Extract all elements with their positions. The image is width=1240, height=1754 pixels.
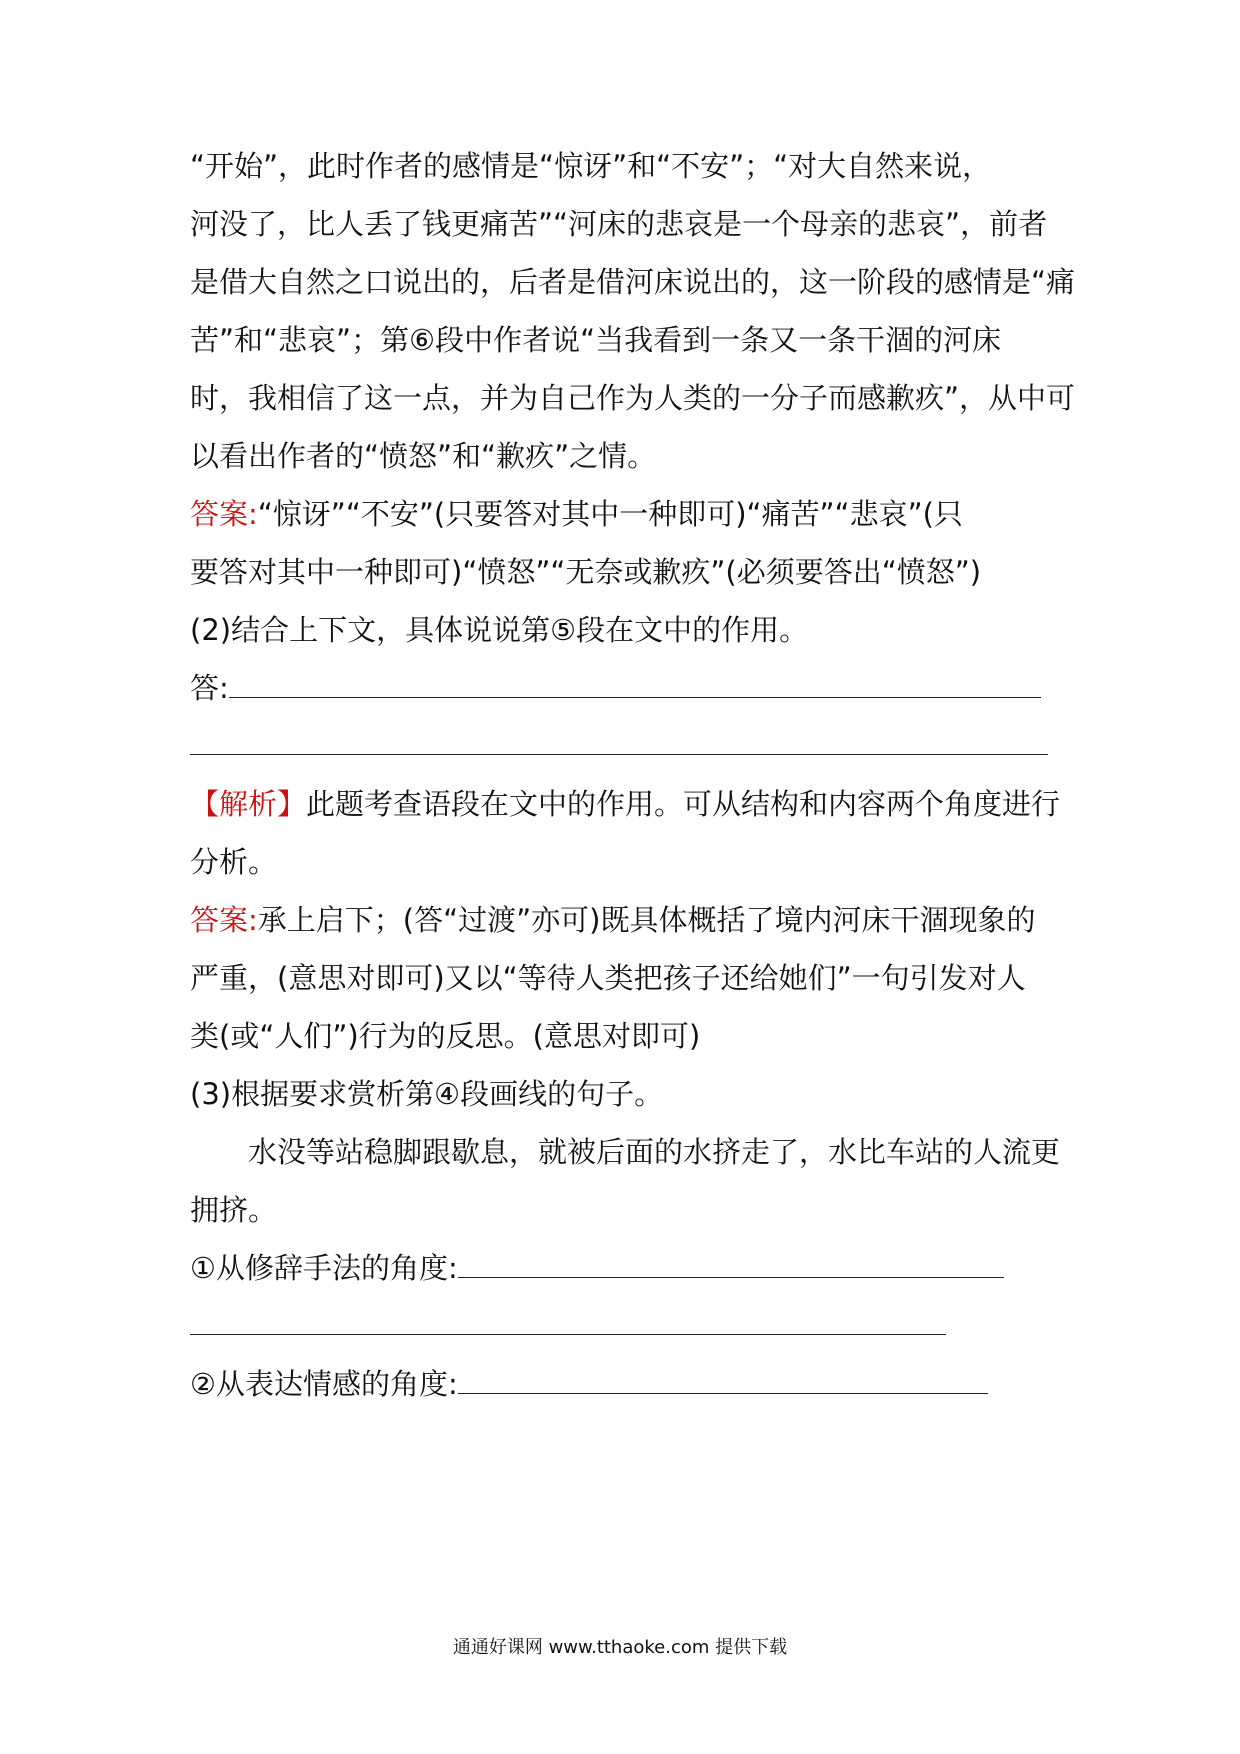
paragraph-line: 要答对其中一种即可)“愤怒”“无奈或歉疚”(必须要答出“愤怒”): [190, 555, 982, 589]
paragraph-line: 苦”和“悲哀”；第⑥段中作者说“当我看到一条又一条干涸的河床: [190, 323, 1002, 357]
answer-blank-line: [190, 668, 1060, 708]
answer-prefix: 答:: [190, 671, 229, 705]
paragraph-line: 类(或“人们”)行为的反思。(意思对即可): [190, 1019, 701, 1053]
paragraph-line: 严重，(意思对即可)又以“等待人类把孩子还给她们”一句引发对人: [190, 961, 1026, 995]
answer-1: [190, 494, 1060, 534]
quoted-sentence: 水没等站稳脚跟歇息，就被后面的水挤走了，水比车站的人流更: [248, 1135, 1061, 1169]
paragraph-line: 以看出作者的“愤怒”和“歉疚”之情。: [190, 439, 657, 473]
paragraph-line: 河没了，比人丢了钱更痛苦”“河床的悲哀是一个母亲的悲哀”，前者: [190, 207, 1048, 241]
analysis: [190, 784, 1060, 824]
paragraph-line: 是借大自然之口说出的，后者是借河床说出的，这一阶段的感情是“痛: [190, 265, 1076, 299]
paragraph-line: 时，我相信了这一点，并为自己作为人类的一分子而感歉疚”，从中可: [190, 381, 1076, 415]
paragraph-line: 拥挤。: [190, 1193, 278, 1227]
sub-question-label: ②从表达情感的角度:: [190, 1367, 458, 1401]
paragraph-line: “开始”，此时作者的感情是“惊讶”和“不安”；“对大自然来说，: [190, 149, 992, 183]
blank-underline[interactable]: [190, 1334, 946, 1335]
sub-question-1: [190, 1248, 1060, 1288]
answer-2: [190, 900, 1060, 940]
blank-underline[interactable]: [458, 1249, 1004, 1278]
sub-question-2: [190, 1364, 1060, 1404]
blank-underline[interactable]: [229, 669, 1041, 698]
answer-label: 答案:: [190, 497, 258, 531]
question-3: (3)根据要求赏析第④段画线的句子。: [190, 1077, 664, 1111]
analysis-label: 【解析】: [190, 787, 307, 821]
blank-underline[interactable]: [190, 754, 1048, 755]
answer-label: 答案:: [190, 903, 258, 937]
paragraph-line: 分析。: [190, 845, 278, 879]
analysis-text: 此题考查语段在文中的作用。可从结构和内容两个角度进行: [306, 787, 1061, 821]
blank-underline[interactable]: [458, 1365, 988, 1394]
answer-text: 承上启下；(答“过渡”亦可)既具体概括了境内河床干涸现象的: [257, 903, 1036, 937]
answer-text: “惊讶”“不安”(只要答对其中一种即可)“痛苦”“悲哀”(只: [257, 497, 963, 531]
sub-question-label: ①从修辞手法的角度:: [190, 1251, 458, 1285]
question-2: (2)结合上下文，具体说说第⑤段在文中的作用。: [190, 613, 809, 647]
page-footer: 通通好课网 www.tthaoke.com 提供下载: [452, 1637, 788, 1658]
